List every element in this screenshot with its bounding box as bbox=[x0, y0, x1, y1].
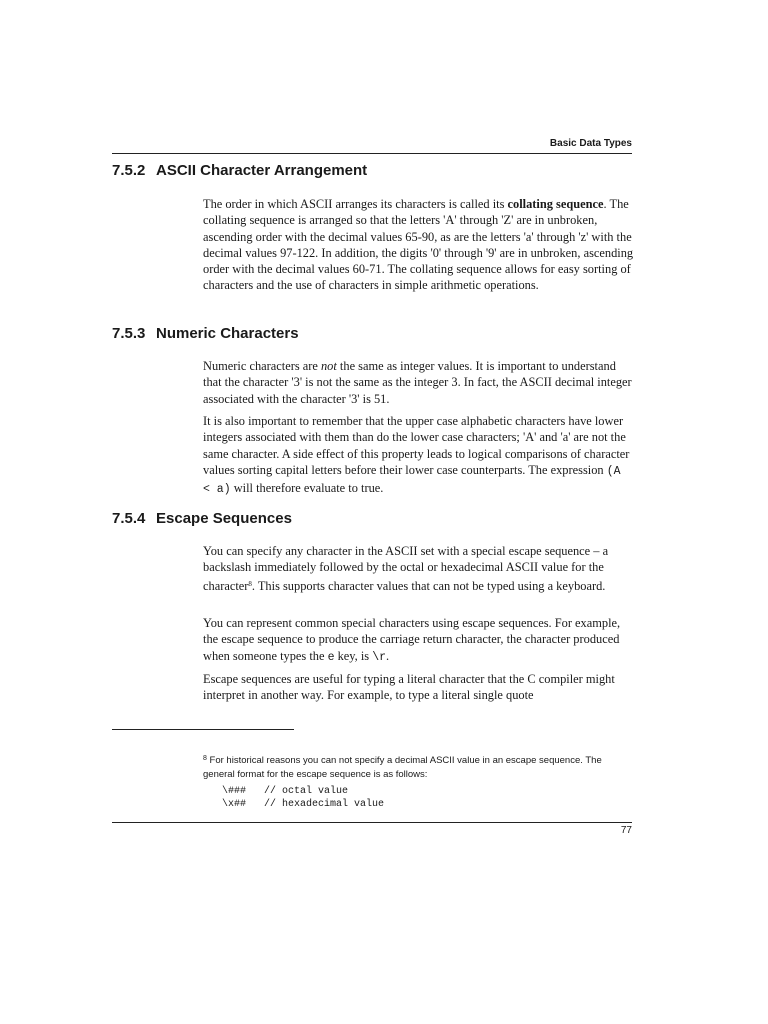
footnote bbox=[203, 752, 634, 781]
text-run: . bbox=[386, 648, 390, 663]
running-header: Basic Data Types bbox=[549, 138, 632, 149]
text-run: You can specify any character in the ASCII set with a special escape sequence – a backslash immediately followed by the octal or hexadecimal ASCII value for the character bbox=[203, 544, 609, 593]
text-run: Escape sequences are useful for typing a literal character that the C compiler might interpret in another way. For example, to type a literal single quote bbox=[203, 672, 615, 703]
paragraph-escape-intro bbox=[203, 543, 634, 594]
section-number: 7.5.2 bbox=[112, 162, 146, 179]
section-title: Numeric Characters bbox=[156, 325, 299, 342]
paragraph-collating-sequence bbox=[203, 196, 634, 294]
text-run: . The collating sequence is arranged so that the letters 'A' through 'Z' are in unbroken, ascending order with the decimal values 65-90, as are the letters 'a' through 'z' with the decimal values 97-122. In addition, the digits '0' through '9' are in unbroken, ascending order with the decimal values 60-71. The collating sequence allows for easy sorting of characters and the use of characters in simple arithmetic operations. bbox=[203, 197, 634, 293]
section-heading-ascii-arrangement bbox=[112, 162, 367, 179]
paragraph-numeric-not-integer bbox=[203, 358, 634, 407]
page-number: 77 bbox=[620, 825, 632, 836]
paragraph-escape-literal bbox=[203, 671, 634, 704]
text-run: It is also important to remember that the upper case alphabetic characters have lower integers associated with them than do the lower case characters; 'A' and 'a' are not the same character. A side effect of this property leads to logical comparisons of character values sorting capital letters before their lower case counterparts. The expression bbox=[203, 414, 630, 477]
section-heading-numeric-characters bbox=[112, 325, 299, 342]
paragraph-case-ordering bbox=[203, 413, 634, 498]
text-run: key, is bbox=[334, 648, 373, 663]
text-run: will therefore evaluate to true. bbox=[230, 481, 384, 496]
section-title: ASCII Character Arrangement bbox=[156, 162, 368, 179]
header-rule bbox=[112, 153, 632, 154]
section-number: 7.5.3 bbox=[112, 325, 146, 342]
inline-code-key: e bbox=[327, 650, 335, 664]
inline-code-escape: \r bbox=[372, 650, 387, 664]
footnote-code-line: \### // octal value bbox=[222, 786, 349, 797]
text-run: The order in which ASCII arranges its characters is called its bbox=[203, 197, 508, 211]
footnote-rule bbox=[112, 729, 294, 730]
footnote-code-line: \x## // hexadecimal value bbox=[222, 799, 385, 810]
text-run: the same as integer values. It is important to understand that the character '3' is not the same as the integer 3. In fact, the ASCII decimal integer associated with the character '3' is 51. bbox=[203, 359, 632, 406]
footnote-marker: 8 bbox=[203, 755, 207, 762]
section-number: 7.5.4 bbox=[112, 510, 146, 527]
text-run: Numeric characters are bbox=[203, 359, 321, 373]
section-heading-escape-sequences bbox=[112, 510, 292, 527]
paragraph-escape-examples bbox=[203, 615, 634, 666]
emphasis-not: not bbox=[320, 359, 337, 373]
section-title: Escape Sequences bbox=[156, 510, 292, 527]
footnote-reference[interactable]: 8 bbox=[248, 579, 252, 588]
text-run: . This supports character values that can not be typed using a keyboard. bbox=[251, 578, 606, 593]
term-collating-sequence: collating sequence bbox=[507, 197, 604, 211]
text-run: You can represent common special characters using escape sequences. For example, the escape sequence to produce the carriage return character, the character produced when someone types the bbox=[203, 616, 621, 663]
footer-rule bbox=[112, 822, 632, 823]
footnote-text: For historical reasons you can not specify a decimal ASCII value in an escape sequence. The general format for the escape sequence is as follows: bbox=[203, 755, 602, 780]
inline-code-expression: (A < a) bbox=[203, 464, 621, 497]
